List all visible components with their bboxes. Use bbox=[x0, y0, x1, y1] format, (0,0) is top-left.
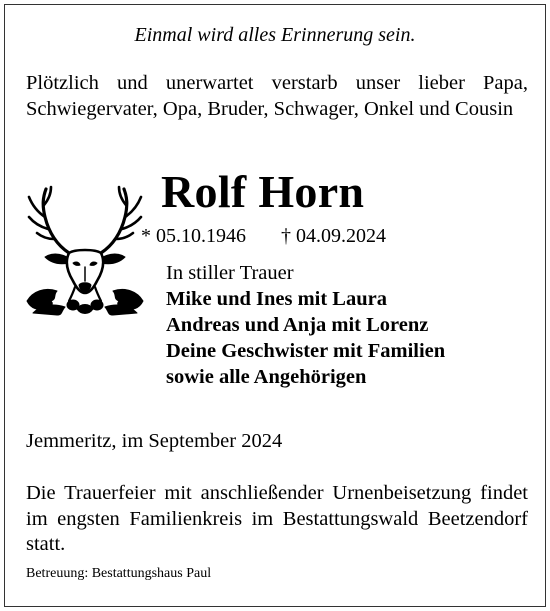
place-and-date: Jemmeritz, im September 2024 bbox=[26, 430, 283, 452]
mourner-line: sowie alle Angehörigen bbox=[166, 366, 367, 388]
mourners-block bbox=[166, 260, 445, 390]
undertaker-credit: Betreuung: Bestattungshaus Paul bbox=[26, 566, 212, 581]
birth-date: * 05.10.1946 bbox=[141, 225, 246, 247]
funeral-note: Die Trauerfeier mit anschließender Urnenbeisetzung findet im engsten Familienkreis im Bestattungswald Beetzendorf statt. bbox=[26, 482, 528, 555]
motto: Einmal wird alles Erinnerung sein. bbox=[134, 24, 416, 46]
deceased-name: Rolf Horn bbox=[161, 166, 365, 217]
life-dates bbox=[141, 223, 386, 249]
mourners-heading: In stiller Trauer bbox=[166, 262, 294, 284]
mourner-line: Andreas und Anja mit Lorenz bbox=[166, 314, 429, 336]
obituary-notice bbox=[4, 4, 546, 607]
deer-head-with-oak-leaves-icon bbox=[23, 183, 147, 317]
mourner-line: Mike und Ines mit Laura bbox=[166, 288, 387, 310]
intro-text: Plötzlich und unerwartet verstarb unser lieber Papa, Schwiegervater, Opa, Bruder, Schwager, Onkel und Cousin bbox=[26, 72, 528, 120]
mourner-line: Deine Geschwister mit Familien bbox=[166, 340, 446, 362]
death-date: † 04.09.2024 bbox=[281, 225, 386, 247]
